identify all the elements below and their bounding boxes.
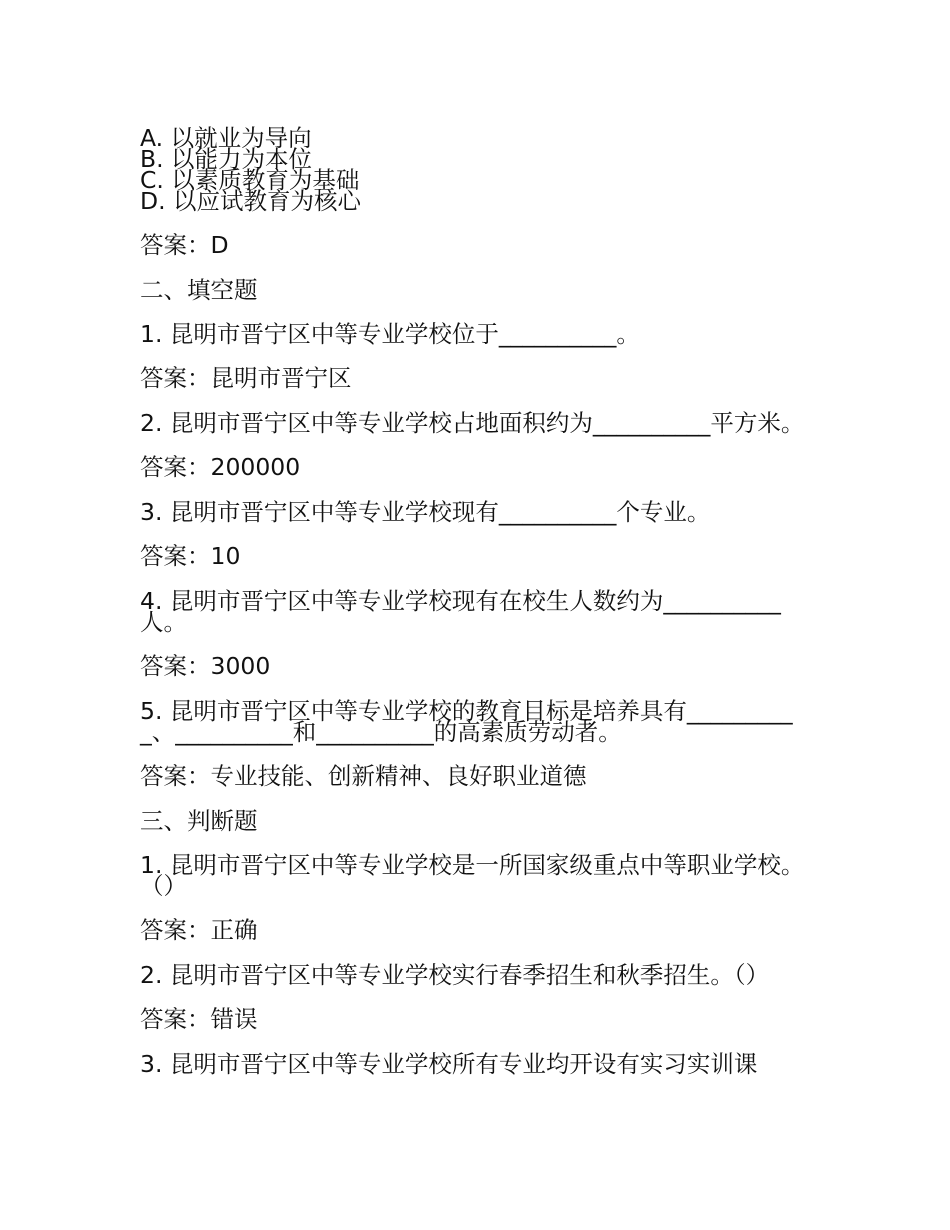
judge-question-3: 3. 昆明市晋宁区中等专业学校所有专业均开设有实习实训课	[140, 1050, 758, 1078]
judge-section-title: 三、判断题	[140, 807, 258, 835]
option-a: A. 以就业为导向	[140, 124, 312, 152]
fill-answer-5: 答案：专业技能、创新精神、良好职业道德	[140, 762, 587, 790]
option-c: C. 以素质教育为基础	[140, 166, 360, 194]
option-b: B. 以能力为本位	[140, 145, 313, 173]
fill-section-title: 二、填空题	[140, 276, 258, 304]
fill-question-4: 4. 昆明市晋宁区中等专业学校现有在校生人数约为__________人。	[140, 587, 781, 636]
fill-question-2: 2. 昆明市晋宁区中等专业学校占地面积约为__________平方米。	[140, 409, 805, 437]
document-content	[140, 124, 810, 1098]
choice-answer: 答案：D	[140, 231, 229, 259]
judge-question-1: 1. 昆明市晋宁区中等专业学校是一所国家级重点中等职业学校。（）	[140, 851, 805, 900]
judge-question-2: 2. 昆明市晋宁区中等专业学校实行春季招生和秋季招生。（）	[140, 961, 770, 989]
fill-answer-2: 答案：200000	[140, 453, 301, 481]
judge-answer-2: 答案：错误	[140, 1005, 258, 1033]
fill-question-1: 1. 昆明市晋宁区中等专业学校位于__________。	[140, 320, 640, 348]
fill-question-5: 5. 昆明市晋宁区中等专业学校的教育目标是培养具有__________、__________和__________的高素质劳动者。	[140, 697, 793, 746]
fill-answer-1: 答案：昆明市晋宁区	[140, 364, 352, 392]
judge-answer-1: 答案：正确	[140, 916, 258, 944]
fill-answer-4: 答案：3000	[140, 652, 271, 680]
choice-options	[140, 124, 810, 215]
fill-answer-3: 答案：10	[140, 542, 241, 570]
option-d: D. 以应试教育为核心	[140, 187, 362, 215]
fill-question-3: 3. 昆明市晋宁区中等专业学校现有__________个专业。	[140, 498, 711, 526]
